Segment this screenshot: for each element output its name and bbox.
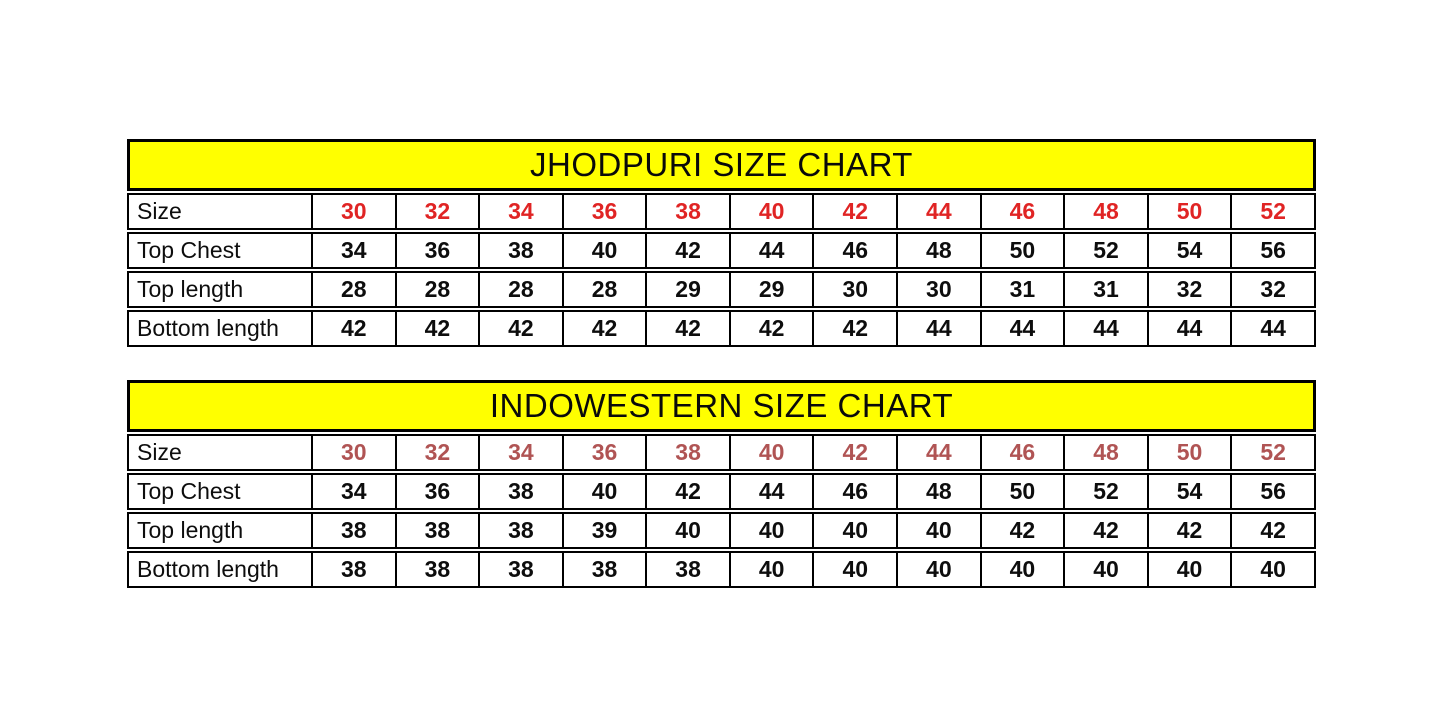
measurement-cell: 32: [1147, 273, 1231, 306]
size-value-cell: 32: [395, 436, 479, 469]
measurement-cell: 38: [311, 514, 395, 547]
measurement-cell: 42: [478, 312, 562, 345]
row-label: Size: [137, 439, 182, 465]
measurement-cell: 44: [729, 475, 813, 508]
measurement-cell: 44: [729, 234, 813, 267]
measurement-cell: 46: [812, 475, 896, 508]
measurement-cell: 46: [812, 234, 896, 267]
measurement-cell: 36: [395, 475, 479, 508]
size-value-cell: 30: [311, 436, 395, 469]
measurement-cell: 50: [980, 475, 1064, 508]
row-label: Top length: [137, 517, 244, 543]
measurement-cell: 40: [812, 553, 896, 586]
measurement-cell: 28: [311, 273, 395, 306]
measurement-cell: 40: [896, 553, 980, 586]
measurement-cell: 44: [1147, 312, 1231, 345]
measurement-cell: 42: [395, 312, 479, 345]
row-label: Bottom length: [137, 315, 279, 341]
jhodpuri-chart-title: JHODPURI SIZE CHART: [127, 139, 1316, 191]
measurement-cell: 36: [395, 234, 479, 267]
measurement-cell: 28: [395, 273, 479, 306]
measurement-cell: 30: [896, 273, 980, 306]
measurement-cell: 30: [812, 273, 896, 306]
measurement-cell: 39: [562, 514, 646, 547]
size-value-cell: 52: [1230, 436, 1314, 469]
size-value-cell: 32: [395, 195, 479, 228]
table-row: [127, 434, 1316, 471]
measurement-cell: 38: [645, 553, 729, 586]
measurement-cell: 40: [562, 475, 646, 508]
measurement-cell: 40: [562, 234, 646, 267]
measurement-cell: 48: [896, 234, 980, 267]
table-row: [127, 473, 1316, 510]
measurement-cell: 42: [645, 475, 729, 508]
measurement-cell: 38: [562, 553, 646, 586]
table-row: [127, 512, 1316, 549]
measurement-cell: 48: [896, 475, 980, 508]
measurement-cell: 40: [980, 553, 1064, 586]
measurement-cell: 42: [812, 312, 896, 345]
measurement-cell: 28: [478, 273, 562, 306]
measurement-cell: 32: [1230, 273, 1314, 306]
size-value-cell: 42: [812, 195, 896, 228]
measurement-cell: 31: [980, 273, 1064, 306]
row-label: Top length: [137, 276, 244, 302]
measurement-cell: 40: [896, 514, 980, 547]
measurement-cell: 40: [1230, 553, 1314, 586]
measurement-cell: 42: [311, 312, 395, 345]
size-value-cell: 50: [1147, 195, 1231, 228]
table-row: [127, 271, 1316, 308]
measurement-cell: 52: [1063, 234, 1147, 267]
measurement-cell: 38: [478, 553, 562, 586]
measurement-cell: 42: [729, 312, 813, 345]
size-chart-image: [127, 139, 1316, 621]
table-row: [127, 232, 1316, 269]
measurement-cell: 38: [311, 553, 395, 586]
row-label: Bottom length: [137, 556, 279, 582]
jhodpuri-size-chart: [127, 139, 1316, 347]
measurement-cell: 52: [1063, 475, 1147, 508]
measurement-cell: 42: [645, 234, 729, 267]
size-value-cell: 44: [896, 436, 980, 469]
measurement-cell: 34: [311, 475, 395, 508]
measurement-cell: 54: [1147, 234, 1231, 267]
measurement-cell: 38: [395, 514, 479, 547]
measurement-cell: 42: [1147, 514, 1231, 547]
measurement-cell: 29: [645, 273, 729, 306]
measurement-cell: 40: [729, 514, 813, 547]
measurement-cell: 29: [729, 273, 813, 306]
size-value-cell: 36: [562, 195, 646, 228]
size-value-cell: 46: [980, 436, 1064, 469]
measurement-cell: 38: [395, 553, 479, 586]
measurement-cell: 38: [478, 475, 562, 508]
measurement-cell: 40: [645, 514, 729, 547]
measurement-cell: 40: [812, 514, 896, 547]
size-value-cell: 44: [896, 195, 980, 228]
measurement-cell: 54: [1147, 475, 1231, 508]
size-value-cell: 42: [812, 436, 896, 469]
table-row: [127, 193, 1316, 230]
size-value-cell: 46: [980, 195, 1064, 228]
size-value-cell: 34: [478, 195, 562, 228]
measurement-cell: 38: [478, 514, 562, 547]
row-label: Top Chest: [137, 237, 241, 263]
measurement-cell: 44: [896, 312, 980, 345]
measurement-cell: 42: [645, 312, 729, 345]
size-value-cell: 50: [1147, 436, 1231, 469]
size-value-cell: 48: [1063, 436, 1147, 469]
table-row: [127, 310, 1316, 347]
size-value-cell: 36: [562, 436, 646, 469]
size-value-cell: 52: [1230, 195, 1314, 228]
table-row: [127, 551, 1316, 588]
measurement-cell: 28: [562, 273, 646, 306]
measurement-cell: 34: [311, 234, 395, 267]
measurement-cell: 44: [1063, 312, 1147, 345]
row-label: Top Chest: [137, 478, 241, 504]
size-value-cell: 40: [729, 436, 813, 469]
size-value-cell: 38: [645, 195, 729, 228]
measurement-cell: 44: [980, 312, 1064, 345]
measurement-cell: 42: [1230, 514, 1314, 547]
size-value-cell: 48: [1063, 195, 1147, 228]
measurement-cell: 42: [562, 312, 646, 345]
measurement-cell: 38: [478, 234, 562, 267]
measurement-cell: 44: [1230, 312, 1314, 345]
measurement-cell: 40: [1147, 553, 1231, 586]
row-label: Size: [137, 198, 182, 224]
indowestern-table-rows: [127, 434, 1316, 588]
measurement-cell: 31: [1063, 273, 1147, 306]
indowestern-size-chart: [127, 380, 1316, 588]
size-value-cell: 40: [729, 195, 813, 228]
measurement-cell: 42: [1063, 514, 1147, 547]
indowestern-chart-title: INDOWESTERN SIZE CHART: [127, 380, 1316, 432]
size-value-cell: 38: [645, 436, 729, 469]
size-value-cell: 30: [311, 195, 395, 228]
measurement-cell: 56: [1230, 475, 1314, 508]
size-value-cell: 34: [478, 436, 562, 469]
measurement-cell: 50: [980, 234, 1064, 267]
measurement-cell: 40: [729, 553, 813, 586]
measurement-cell: 42: [980, 514, 1064, 547]
jhodpuri-table-rows: [127, 193, 1316, 347]
measurement-cell: 40: [1063, 553, 1147, 586]
measurement-cell: 56: [1230, 234, 1314, 267]
